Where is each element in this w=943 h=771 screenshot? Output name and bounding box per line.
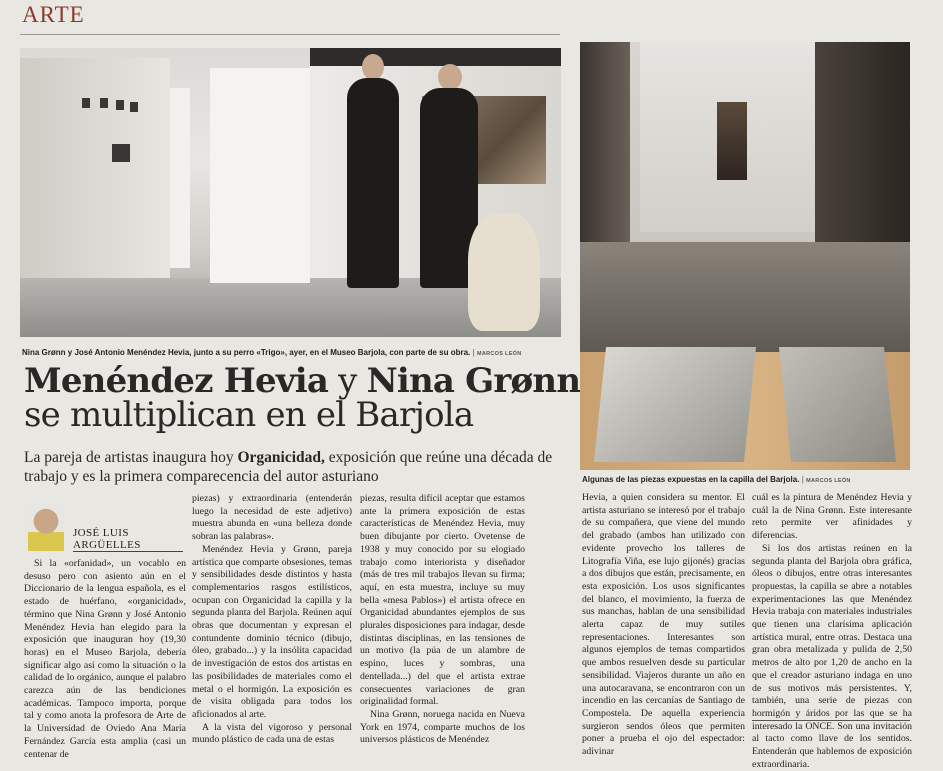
end-rule <box>752 720 910 721</box>
photo-credit: MARCOS LEÓN <box>806 478 851 484</box>
photo-credit: MARCOS LEÓN <box>476 351 522 357</box>
body-column-5: cuál es la pintura de Menéndez Hevia y cuál la de Nina Grønn. Este interesante reto permite ver afinidades y diferencias. Si los dos artistas reúnen en la segunda planta del Barjola obra gráfica, óleos o dibujos, entre otras interesantes propuestas, la capilla se abre a notables experimentaciones las que Menéndez Hevia trabaja con materiales industriales que tienen una clarísima aplicación artística mural, entre otras. Destaca una gran obra metalizada y pulida de 2,50 metros de alto por 1,20 de ancho en la que el creador asturiano indaga en uno de sus motivos más persistentes. Y, también, una serie de piezas con hormigón y áridos por las que se ha interesado la ONCE. Son una invitación al tacto como llave de los sentidos. Entenderán que hablemos de exposición extraordinaria. <box>752 492 912 770</box>
section-rule <box>20 34 560 35</box>
author-photo <box>28 503 64 551</box>
body-column-2: piezas) y extraordinaria (entenderán luego la necesidad de este adjetivo) muestra abunda en «una belleza donde sobran las palabras». Menéndez Hevia y Grønn, pareja artística que comparte obsesiones, temas y sensibilidades desde distintos y hasta complementarios rasgos estilísticos, ocupan con Organicidad la capilla y la segunda planta del Barjola. Reúnen aquí obras que documentan y expresan el contundente dominio técnico (dibujo, óleo, grabado...) y la insólita capacidad de investigación de estos dos artistas en las posibilidades de materiales como el metal o el hormigón. La exposición es de visita obligada para todos los aficionados al arte. A la vista del vigoroso y personal mundo plástico de cada una de estas <box>192 493 352 746</box>
side-photo <box>580 42 910 470</box>
side-photo-caption: Algunas de las piezas expuestas en la capilla del Barjola. | MARCOS LEÓN <box>582 475 851 484</box>
headline: Menéndez Hevia y Nina Grønn se multiplican en el Barjola <box>24 361 581 435</box>
section-label: ARTE <box>22 2 85 27</box>
body-column-3: piezas, resulta difícil aceptar que estamos ante la primera exposición de estas características de Menéndez Hevia, muy buen dibujante por cierto. Ovetense de 1938 y muy conocido por su elogiado trabajo como interiorista y diseñador (más de tres mil trabajos llevan su firma; aquí, en esta muestra, incluye su muy bella «mesa Pablos») el artista ofrece en Organicidad abundantes ejemplos de sus plurales disposiciones para indagar, desde distintas disciplinas, en las tensiones de un motivo (la púa de un alambre de espino, luces y sombras, una dentellada...) del que el artista extrae consecuentes variaciones de gran originalidad formal. Nina Grønn, noruega nacida en Nueva York en 1974, comparte muchos de los universos plásticos de Menéndez <box>360 493 525 746</box>
byline-rule <box>73 551 183 552</box>
main-photo <box>20 48 561 337</box>
body-column-4: Hevia, a quien considera su mentor. El artista asturiano se interesó por el trabajo de su compañera, que viene del mundo del grabado (ambos han utilizado con evidente provecho los talleres de Litografía Viña, ese lujo gijonés) gracias a dos dibujos que están, precisamente, en esta exposición. Los usos significantes del blanco, el movimiento, la fuerza de sus manchas, hablan de una sensibilidad alerta capaz de muy sutiles representaciones. Interesantes son algunos ejemplos de temas compartidos que ambos resuelven desde su particular sensibilidad. Viajeros durante un año en una autocaravana, se encontraron con un incendio en las cercanías de Santiago de Compostela. De aquella experiencia surgieron sendos óleos que permiten poner a prueba el ojo del espectador: adivinar <box>582 492 745 758</box>
body-column-1: Si la «orfanidad», un vocablo en desuso pero con asiento aún en el Diccionario de la lengua española, es el estado de huérfano, «organicidad», término que Nina Grønn y José Antonio Menéndez Hevia han elegido para la exposición que inauguran hoy (19,30 horas) en el Museo Barjola, debería significar algo así como la situación o la calidad de lo orgánico, aunque el palabro carezca aún de las bendiciones académicas. Tampoco importa, porque tal y como anota la profesora de Arte de la Universidad de Oviedo Ana María Fernández García esta amplia (casi un centenar de <box>24 558 186 760</box>
main-photo-caption: Nina Grønn y José Antonio Menéndez Hevia, junto a su perro «Trigo», ayer, en el Museo Barjola, con parte de su obra. | MARCOS LEÓN <box>22 348 522 357</box>
byline: JOSÉ LUIS ARGÜELLES <box>73 527 141 551</box>
deck: La pareja de artistas inaugura hoy Organicidad, exposición que reúne una década de trabajo y es la primera comparecencia del autor asturiano <box>24 449 553 485</box>
